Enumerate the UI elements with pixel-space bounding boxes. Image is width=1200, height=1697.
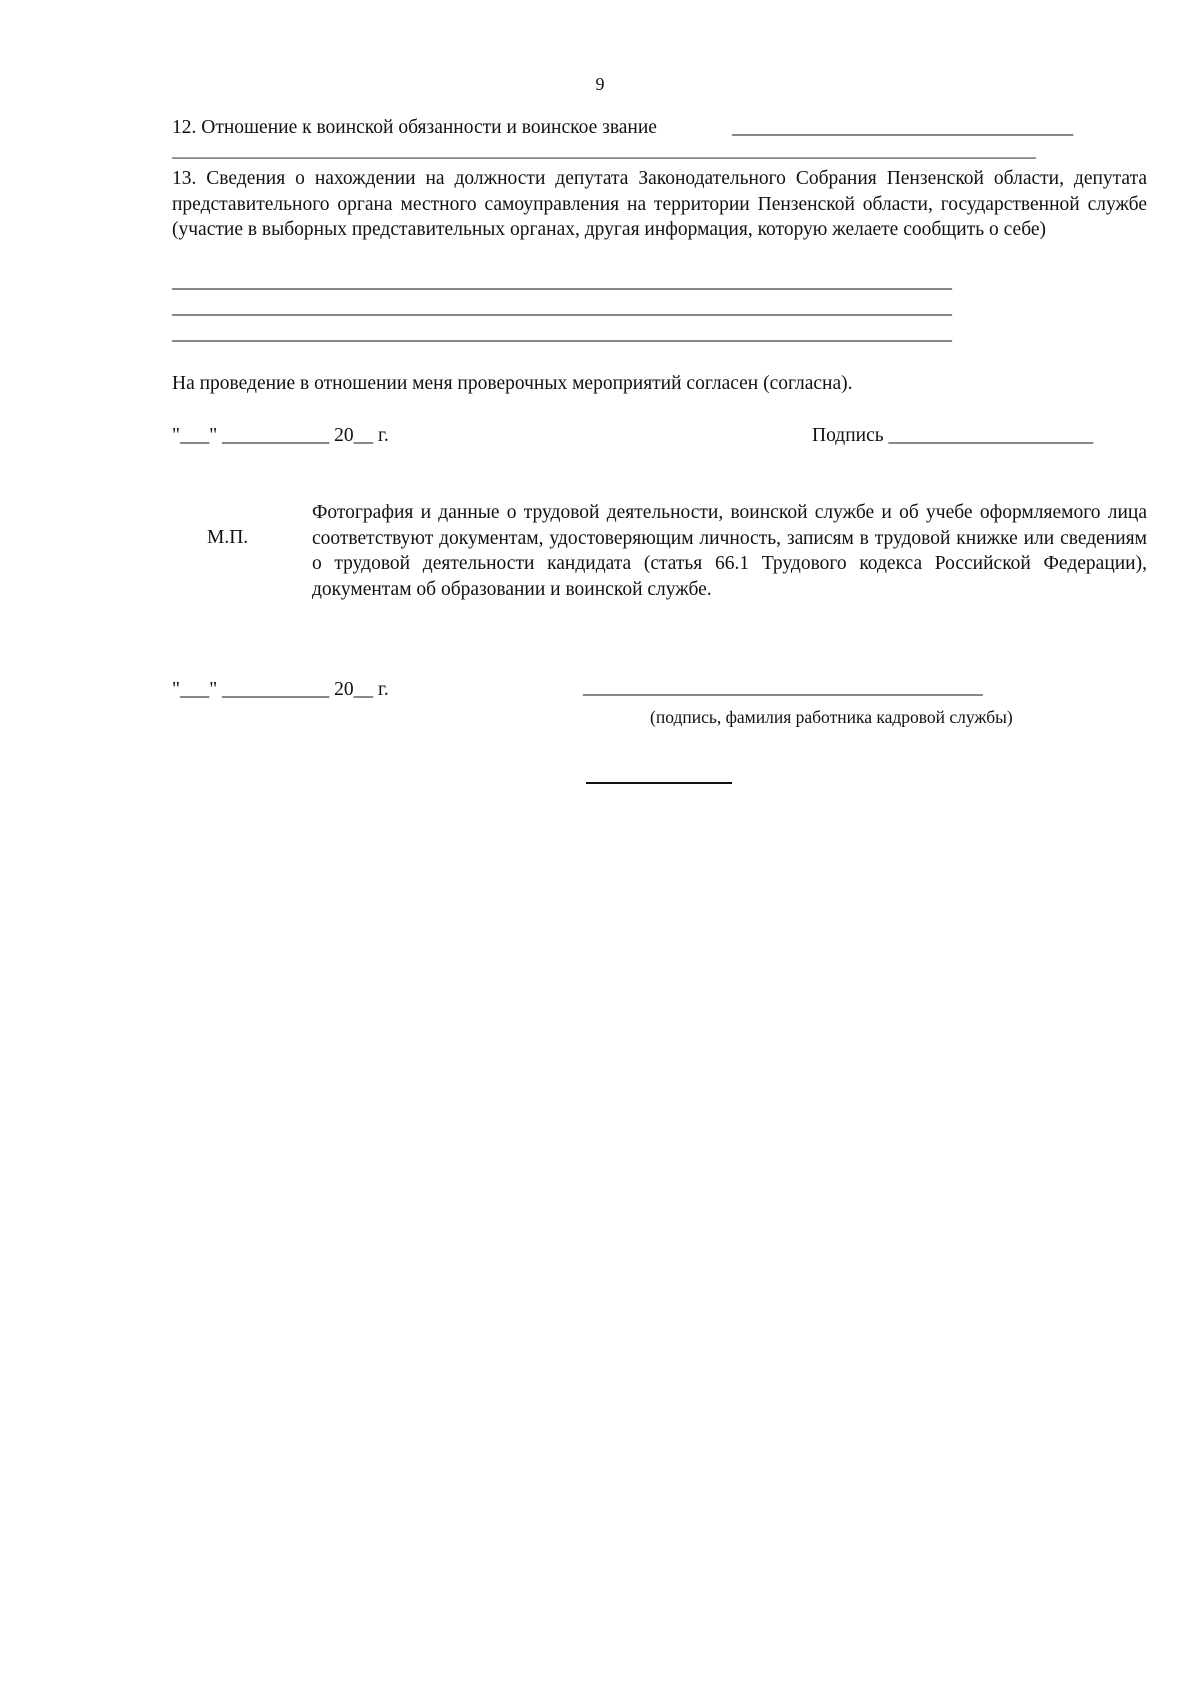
item-13-blank-line[interactable]: ________________________________________________________________________________ [172, 323, 952, 344]
item-12-label: 12. Отношение к воинской обязанности и воинское звание [172, 117, 657, 138]
item-12-blank[interactable]: ___________________________________ [732, 117, 1074, 138]
signature-blank[interactable]: _____________________ [888, 425, 1094, 446]
consent-statement: На проведение в отношении меня проверочных мероприятий согласен (согласна). [172, 373, 853, 394]
applicant-date-field[interactable]: "___" ___________ 20__ г. [172, 425, 389, 446]
hr-signature-caption: (подпись, фамилия работника кадровой службы) [650, 707, 1013, 727]
verification-statement: Фотография и данные о трудовой деятельности, воинской службе и об учебе оформляемого лица соответствуют документам, удостоверяющим личность, записям в трудовой книжке или сведениям о трудовой деятельности кандидата (статья 66.1 Трудового кодекса Российской Федерации), документам об образовании и воинской службе. [312, 502, 1147, 600]
applicant-signature [812, 424, 1093, 448]
hr-signature-blank[interactable]: _________________________________________ [583, 677, 983, 698]
item-13-blank-line[interactable]: ________________________________________________________________________________ [172, 271, 952, 292]
item-13-text: 13. Сведения о нахождении на должности депутата Законодательного Собрания Пензенской области, депутата представительного органа местного самоуправления на территории Пензенской области, государственной службе (участие в выборных представительных органах, другая информация, которую желаете сообщить о себе) [172, 168, 1147, 240]
hr-date-field[interactable]: "___" ___________ 20__ г. [172, 679, 389, 700]
end-rule-divider [586, 782, 732, 784]
item-12-continuation-blank[interactable]: ________________________________________________________________________________________________ [172, 140, 1036, 160]
page-number: 9 [595, 74, 605, 94]
seal-placeholder-label: М.П. [207, 527, 249, 548]
signature-label: Подпись [812, 425, 884, 446]
item-13-blank-line[interactable]: ________________________________________________________________________________ [172, 297, 952, 318]
